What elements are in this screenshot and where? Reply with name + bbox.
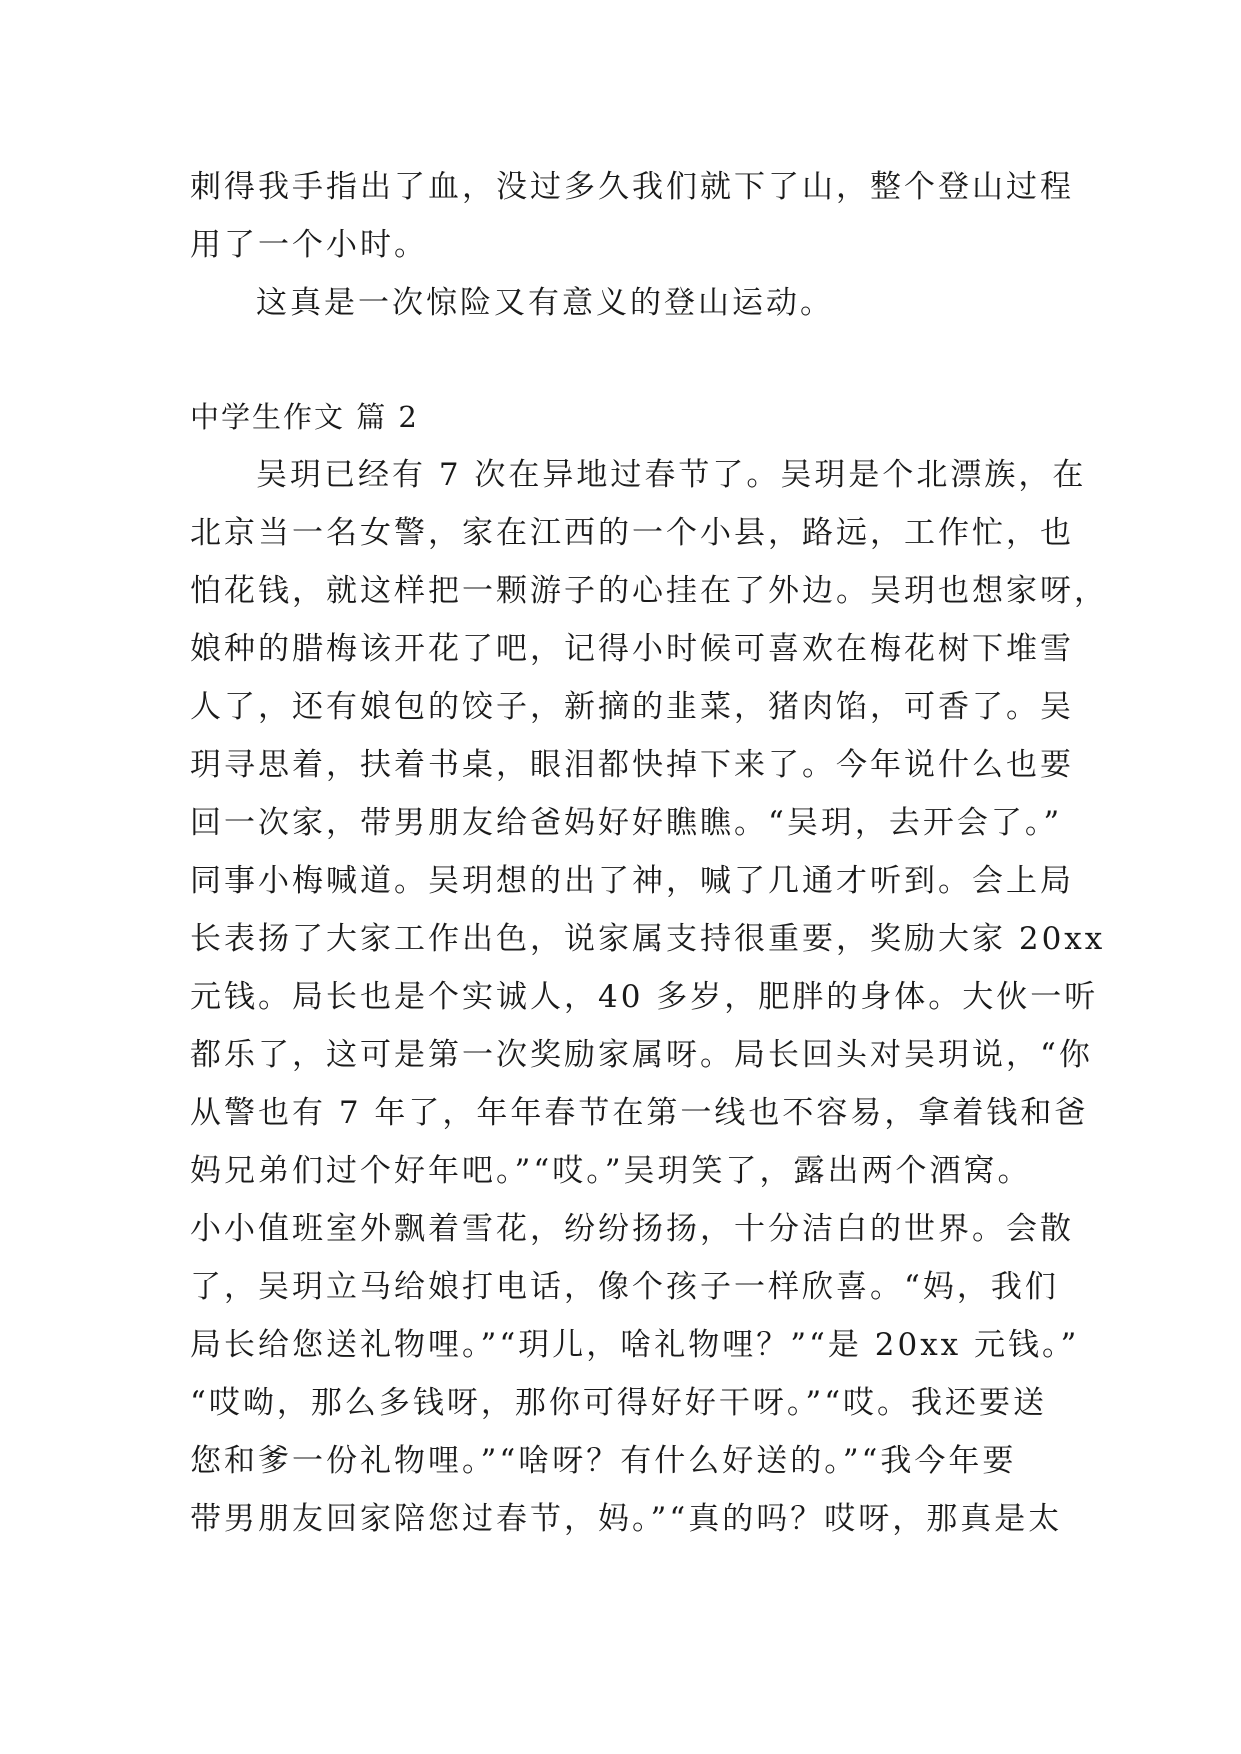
closing-paragraph: 这真是一次惊险又有意义的登山运动。 (256, 285, 834, 321)
section-heading: 中学生作文 篇 2 (190, 400, 419, 434)
text-line: 北京当一名女警，家在江西的一个小县，路远，工作忙，也 (190, 515, 1074, 551)
text-line: 吴玥已经有 7 次在异地过春节了。吴玥是个北漂族，在 (256, 457, 1087, 493)
text-line: 都乐了，这可是第一次奖励家属呀。局长回头对吴玥说，“你 (190, 1037, 1093, 1073)
text-line: 同事小梅喊道。吴玥想的出了神，喊了几通才听到。会上局 (190, 863, 1074, 899)
text-line: 刺得我手指出了血，没过多久我们就下了山，整个登山过程 (190, 169, 1074, 205)
text-line: “哎呦，那么多钱呀，那你可得好好干呀。”“哎。我还要送 (190, 1385, 1048, 1421)
text-line: 人了，还有娘包的饺子，新摘的韭菜，猪肉馅，可香了。吴 (190, 689, 1074, 725)
text-line: 小小值班室外飘着雪花，纷纷扬扬，十分洁白的世界。会散 (190, 1211, 1074, 1247)
text-line: 长表扬了大家工作出色，说家属支持很重要，奖励大家 20xx (190, 921, 1106, 957)
text-line: 带男朋友回家陪您过春节，妈。”“真的吗？哎呀，那真是太 (190, 1501, 1063, 1537)
text-line: 娘种的腊梅该开花了吧，记得小时候可喜欢在梅花树下堆雪 (190, 631, 1074, 667)
text-line: 局长给您送礼物哩。”“玥儿，啥礼物哩？”“是 20xx 元钱。” (190, 1327, 1080, 1363)
essay-body (190, 446, 1108, 1548)
text-line: 妈兄弟们过个好年吧。”“哎。”吴玥笑了，露出两个酒窝。 (190, 1153, 1032, 1189)
text-line: 怕花钱，就这样把一颗游子的心挂在了外边。吴玥也想家呀， (190, 573, 1108, 609)
text-line: 您和爹一份礼物哩。”“啥呀？有什么好送的。”“我今年要 (190, 1443, 1017, 1479)
previous-essay-ending (190, 158, 1074, 332)
text-line: 元钱。局长也是个实诚人，40 多岁，肥胖的身体。大伙一听 (190, 979, 1099, 1015)
text-line: 玥寻思着，扶着书桌，眼泪都快掉下来了。今年说什么也要 (190, 747, 1074, 783)
text-line: 了，吴玥立马给娘打电话，像个孩子一样欣喜。“妈，我们 (190, 1269, 1059, 1305)
text-line: 用了一个小时。 (190, 227, 428, 263)
text-line: 从警也有 7 年了，年年春节在第一线也不容易，拿着钱和爸 (190, 1095, 1089, 1131)
text-line: 回一次家，带男朋友给爸妈好好瞧瞧。“吴玥，去开会了。” (190, 805, 1063, 841)
